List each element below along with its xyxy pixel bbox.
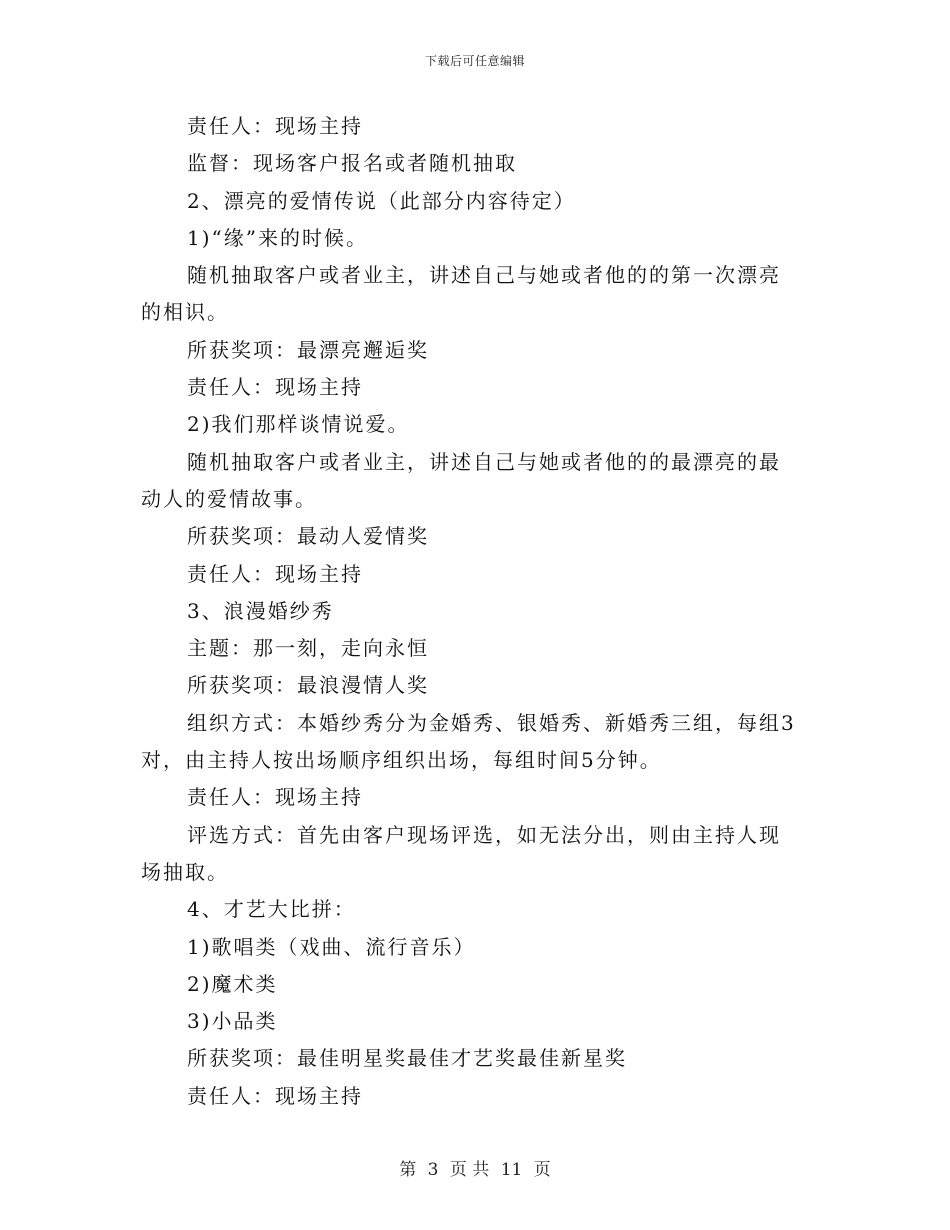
paragraph: 所获奖项：最动人爱情奖 xyxy=(187,524,429,549)
paragraph: 4、才艺大比拼： xyxy=(187,897,356,922)
page-footer xyxy=(0,1155,950,1180)
paragraph: 随机抽取客户或者业主，讲述自己与她或者他的的最漂亮的最动人的爱情故事。 xyxy=(141,449,781,511)
paragraph: 评选方式：首先由客户现场评选，如无法分出，则由主持人现场抽取。 xyxy=(141,822,781,884)
paragraph: 随机抽取客户或者业主，讲述自己与她或者他的的第一次漂亮的相识。 xyxy=(141,263,781,325)
paragraph: 2、漂亮的爱情传说（此部分内容待定） xyxy=(187,188,576,213)
paragraph: 监督：现场客户报名或者随机抽取 xyxy=(187,151,517,176)
paragraph: 责任人：现场主持 xyxy=(187,114,363,138)
page-header: 下载后可任意编辑 xyxy=(424,54,525,68)
paragraph: 责任人：现场主持 xyxy=(187,561,363,586)
paragraph: 1)歌唱类（戏曲、流行音乐） xyxy=(187,934,476,959)
paragraph: 责任人：现场主持 xyxy=(187,375,363,400)
paragraph: 2)魔术类 xyxy=(187,971,278,996)
page-number-mid: 页 共 xyxy=(449,1160,490,1180)
paragraph: 2)我们那样谈情说爱。 xyxy=(187,412,410,437)
page-number-prefix: 第 xyxy=(399,1160,417,1180)
document-body xyxy=(141,108,797,1115)
paragraph: 责任人：现场主持 xyxy=(187,785,363,810)
page-number-suffix: 页 xyxy=(533,1160,551,1180)
paragraph: 所获奖项：最漂亮邂逅奖 xyxy=(187,337,429,362)
paragraph: 3、浪漫婚纱秀 xyxy=(187,598,334,623)
paragraph: 责任人：现场主持 xyxy=(187,1083,363,1108)
paragraph: 组织方式：本婚纱秀分为金婚秀、银婚秀、新婚秀三组，每组3对，由主持人按出场顺序组织出场，每组时间5分钟。 xyxy=(141,710,796,773)
paragraph: 所获奖项：最佳明星奖最佳才艺奖最佳新星奖 xyxy=(187,1046,627,1071)
paragraph: 主题：那一刻，走向永恒 xyxy=(187,636,429,661)
page-number-current: 3 xyxy=(427,1160,439,1180)
paragraph: 1)“缘”来的时候。 xyxy=(187,225,368,250)
paragraph: 3)小品类 xyxy=(187,1009,278,1034)
page-number-total: 11 xyxy=(500,1160,523,1180)
paragraph: 所获奖项：最浪漫情人奖 xyxy=(187,673,429,698)
